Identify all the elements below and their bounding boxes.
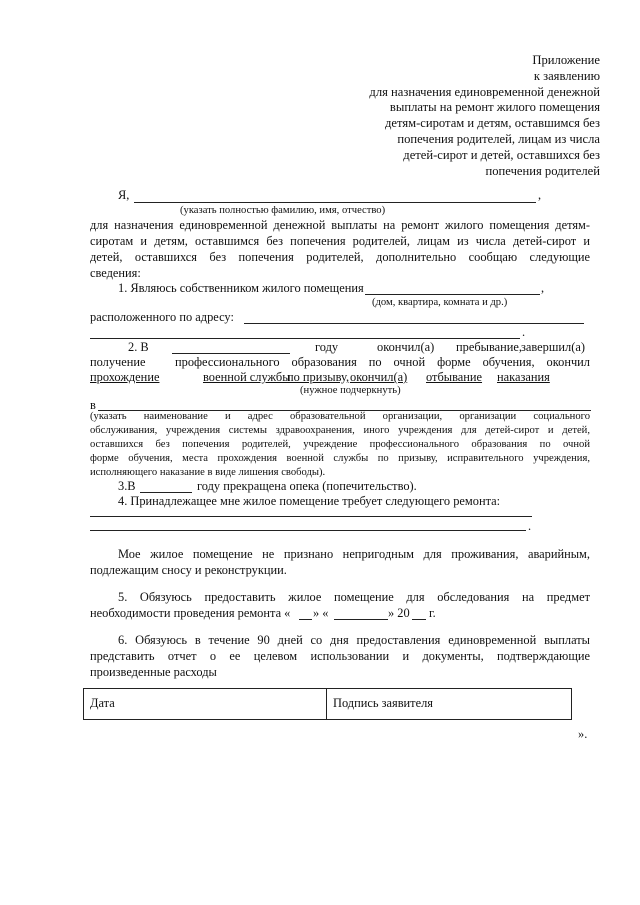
underline-hint: (нужное подчеркнуть): [300, 385, 401, 396]
signature-table: [83, 688, 572, 720]
address-label: расположенного по адресу:: [90, 310, 234, 324]
option-conscription[interactable]: по призыву,: [287, 370, 350, 384]
item5-line2d: г.: [429, 606, 436, 620]
header-line: для назначения единовременной денежной: [369, 84, 600, 99]
header-line: детей-сирот и детей, оставшихся без: [403, 147, 600, 162]
option-serving[interactable]: отбывание: [426, 370, 483, 384]
header-line: Приложение: [532, 53, 600, 67]
item2-word: окончил(а): [377, 340, 435, 354]
repair-field-1[interactable]: [90, 503, 532, 517]
item1-text: 1. Являюсь собственником жилого помещения: [118, 281, 364, 295]
item2-word: году: [315, 340, 339, 354]
organization-hint: (указать наименование и адрес образовательной организации, организации социального: [90, 411, 590, 422]
intro-line: детей, оставшихся без попечения родителей, дополнительно сообщаю следующие: [90, 250, 590, 264]
organization-hint: обслуживания, учреждения системы здравоохранения, иного учреждения для детей-сирот и детей,: [90, 425, 590, 436]
not-unfit-line1: Мое жилое помещение не признано непригодным для проживания, аварийным,: [118, 547, 590, 561]
repair-field-2[interactable]: [90, 517, 526, 531]
ya-label: Я,: [118, 188, 130, 202]
closing-quote: ».: [578, 727, 588, 741]
period: .: [528, 519, 532, 533]
guardianship-year-field[interactable]: [140, 479, 192, 493]
header-line: детям-сиротам и детям, оставшимся без: [385, 116, 600, 131]
header-line: попечения родителей, лицам из числа: [397, 131, 600, 146]
item2-line2: профессионального образования по очной форме обучения, окончил: [175, 355, 590, 369]
header-line: к заявлению: [533, 68, 600, 83]
item3-text-rest: году прекращена опека (попечительство).: [197, 479, 417, 493]
item2-num: 2. В: [128, 340, 149, 354]
period: .: [522, 325, 526, 339]
property-type-hint: (дом, квартира, комната и др.): [372, 297, 508, 308]
organization-hint: исполняющего наказание в виде лишения свободы).: [90, 467, 326, 478]
organization-field[interactable]: [98, 397, 591, 411]
not-unfit-line2: подлежащим сносу и реконструкции.: [90, 563, 287, 577]
organization-hint: форме обучения, места прохождения военной службы по призыву, исправительного учреждения,: [90, 453, 590, 464]
item6-line3: произведенные расходы: [90, 665, 217, 679]
comma: ,: [541, 281, 545, 295]
full-name-hint: (указать полностью фамилию, имя, отчество): [180, 205, 386, 216]
appendix-header: [369, 53, 600, 179]
item5-line2c: » 20: [388, 606, 410, 620]
item3-text: 3.В: [118, 479, 136, 493]
intro-line: для назначения единовременной денежной выплаты на ремонт жилого помещения детям-: [90, 218, 590, 232]
signature-cell[interactable]: [327, 689, 572, 720]
date-cell[interactable]: [84, 689, 327, 720]
year-suffix-field[interactable]: [412, 606, 426, 620]
organization-hint: оставшихся без попечения родителей, учреждение профессионального образования по очной: [90, 439, 590, 450]
item5-line1: 5. Обязуюсь предоставить жилое помещение для обследования на предмет: [118, 590, 590, 604]
option-finished[interactable]: окончил(а): [350, 370, 408, 384]
header-line: выплаты на ремонт жилого помещения: [389, 100, 600, 115]
item2-word: завершил(а): [521, 340, 585, 354]
item4-text: 4. Принадлежащее мне жилое помещение требует следующего ремонта:: [118, 494, 501, 508]
intro-line: сиротам и детям, оставшимся без попечения родителей, лицам из числа детей-сирот и: [90, 234, 590, 248]
item5-line2a: необходимости проведения ремонта «: [90, 606, 291, 620]
address-field-1[interactable]: [244, 310, 584, 324]
option-sentence[interactable]: наказания: [497, 370, 550, 384]
year-field[interactable]: [172, 340, 290, 354]
date-label: Дата: [90, 696, 115, 711]
signature-label: Подпись заявителя: [333, 696, 433, 711]
intro-line-last: сведения:: [90, 266, 141, 280]
v-label: в: [90, 398, 96, 412]
month-field[interactable]: [334, 606, 388, 620]
address-field-2[interactable]: [90, 325, 520, 339]
item5-line2b: » «: [313, 606, 329, 620]
option-training[interactable]: прохождение: [90, 370, 160, 384]
item2-word: пребывание,: [456, 340, 523, 354]
header-line: попечения родителей: [485, 163, 600, 178]
full-name-field[interactable]: [134, 189, 536, 203]
item2-word: получение: [90, 355, 146, 369]
item6-line2: представить отчет о ее целевом использовании и документы, подтверждающие: [90, 649, 590, 663]
item6-line1: 6. Обязуюсь в течение 90 дней со дня предоставления единовременной выплаты: [118, 633, 590, 647]
day-field[interactable]: [299, 606, 312, 620]
comma: ,: [538, 188, 542, 202]
property-type-field[interactable]: [365, 281, 540, 295]
option-military[interactable]: военной службы: [203, 370, 291, 384]
